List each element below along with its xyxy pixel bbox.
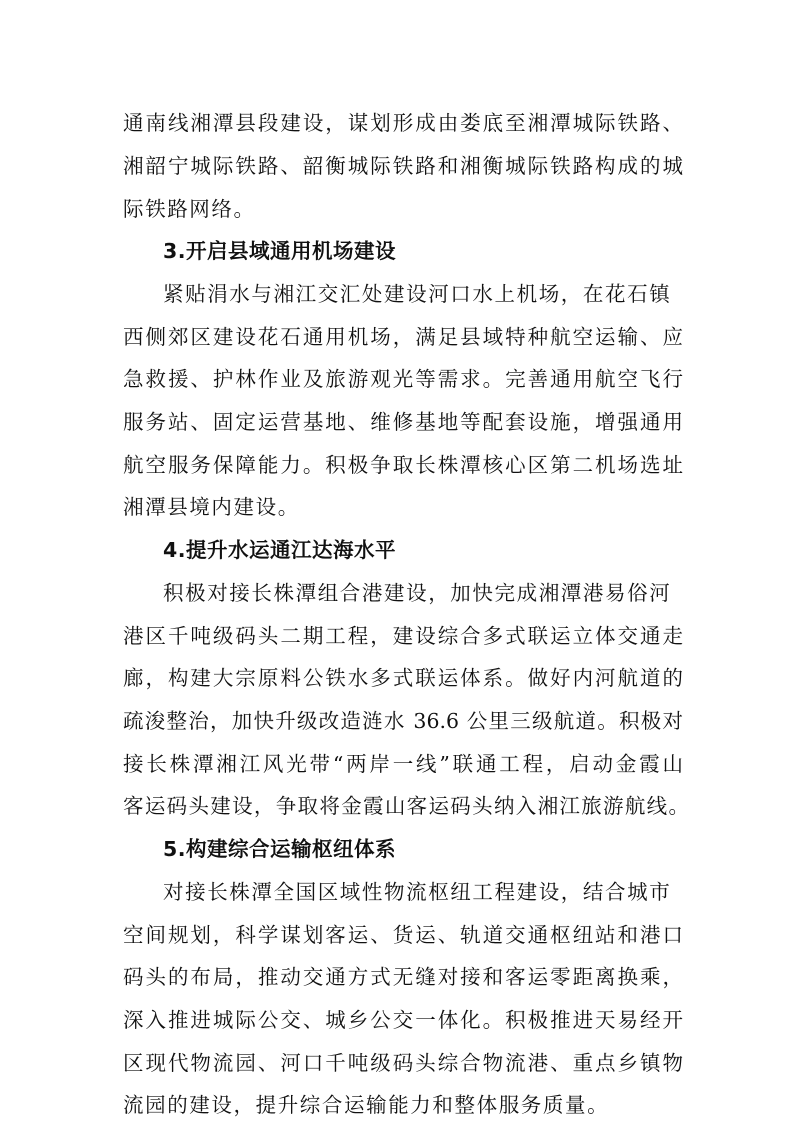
paragraph-line: 港区千吨级码头二期工程，建设综合多式联运立体交通走 <box>123 624 683 648</box>
paragraph-line: 西侧郊区建设花石通用机场，满足县域特种航空运输、应 <box>123 325 683 349</box>
paragraph-line: 际铁路网络。 <box>123 197 256 221</box>
paragraph-line: 空间规划，科学谋划客运、货运、轨道交通枢纽站和港口 <box>123 923 683 947</box>
paragraph-line: 流园的建设，提升综合运输能力和整体服务质量。 <box>123 1093 610 1117</box>
paragraph-line: 积极对接长株潭组合港建设，加快完成湘潭港易俗河 <box>163 581 672 605</box>
section-heading: 5.构建综合运输枢纽体系 <box>163 837 397 861</box>
paragraph-line: 疏浚整治，加快升级改造涟水 36.6 公里三级航道。积极对 <box>123 709 683 733</box>
paragraph-line: 急救援、护林作业及旅游观光等需求。完善通用航空飞行 <box>123 367 683 391</box>
paragraph-line: 通南线湘潭县段建设，谋划形成由娄底至湘潭城际铁路、 <box>123 111 683 135</box>
paragraph-line: 客运码头建设，争取将金霞山客运码头纳入湘江旅游航线。 <box>123 794 689 818</box>
paragraph-line: 接长株潭湘江风光带“两岸一线”联通工程，启动金霞山 <box>123 752 683 776</box>
paragraph-line: 服务站、固定运营基地、维修基地等配套设施，增强通用 <box>123 410 683 434</box>
paragraph-line: 码头的布局，推动交通方式无缝对接和客运零距离换乘， <box>123 965 683 989</box>
paragraph-line: 廊，构建大宗原料公铁水多式联运体系。做好内河航道的 <box>123 666 683 690</box>
paragraph-line: 航空服务保障能力。积极争取长株潭核心区第二机场选址 <box>123 453 683 477</box>
section-heading: 4.提升水运通江达海水平 <box>163 538 397 562</box>
paragraph-line: 深入推进城际公交、城乡公交一体化。积极推进天易经开 <box>123 1008 683 1032</box>
paragraph-line: 紧贴涓水与湘江交汇处建设河口水上机场，在花石镇 <box>163 282 672 306</box>
paragraph-line: 对接长株潭全国区域性物流枢纽工程建设，结合城市 <box>163 880 672 904</box>
paragraph-line: 湘韶宁城际铁路、韶衡城际铁路和湘衡城际铁路构成的城 <box>123 154 683 178</box>
paragraph-line: 湘潭县境内建设。 <box>123 495 300 519</box>
paragraph-line: 区现代物流园、河口千吨级码头综合物流港、重点乡镇物 <box>123 1051 683 1075</box>
section-heading: 3.开启县域通用机场建设 <box>163 239 397 263</box>
